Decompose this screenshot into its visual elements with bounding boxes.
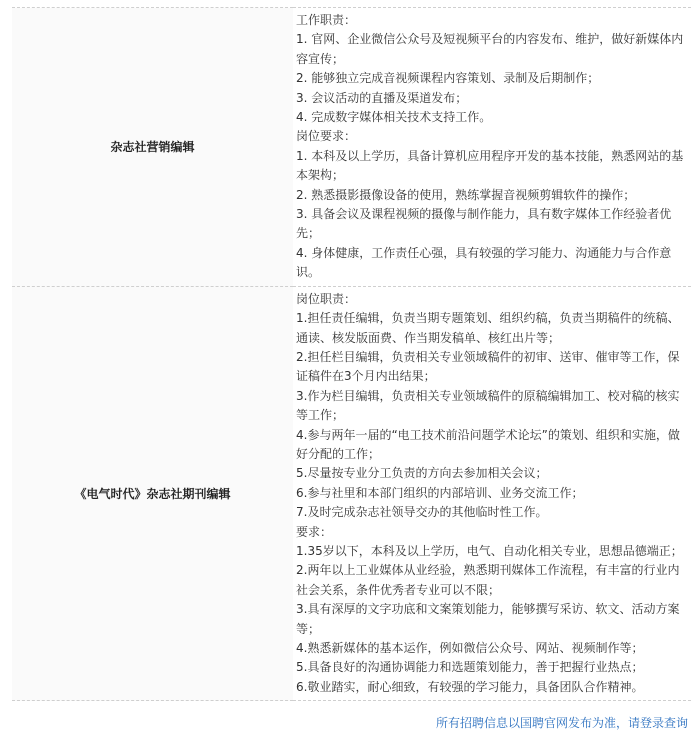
job-table: [12, 7, 691, 701]
description-line: 2. 能够独立完成音视频课程内容策划、录制及后期制作；: [296, 71, 600, 86]
description-line: 2.两年以上工业媒体从业经验，熟悉期刊媒体工作流程，有丰富的行业内社会关系，条件优秀者专业可以不限；: [296, 563, 680, 597]
description-line: 7.及时完成杂志社领导交办的其他临时性工作。: [296, 505, 548, 520]
description-line: 工作职责：: [296, 13, 357, 27]
description-line: 5.具备良好的沟通协调能力和选题策划能力，善于把握行业热点；: [296, 660, 644, 675]
description-line: 2.担任栏目编辑，负责相关专业领域稿件的初审、送审、催审等工作，保证稿件在3个月内出结果；: [296, 349, 680, 384]
description-line: 5.尽量按专业分工负责的方向去参加相关会议；: [296, 466, 548, 481]
table-row: [12, 286, 691, 701]
description-line: 6.参与社里和本部门组织的内部培训、业务交流工作；: [296, 485, 584, 500]
job-description: [293, 8, 691, 287]
description-line: 3.具有深厚的文字功底和文案策划能力，能够撰写采访、软文、活动方案等；: [296, 602, 680, 636]
job-title-periodical-editor: 《电气时代》杂志社期刊编辑: [12, 286, 293, 701]
description-line: 1. 本科及以上学历，具备计算机应用程序开发的基本技能，熟悉网站的基本架构；: [296, 148, 684, 183]
description-line: 3. 会议活动的直播及渠道发布；: [296, 90, 468, 105]
description-line: 1.35岁以下，本科及以上学历，电气、自动化相关专业，思想品德端正；: [296, 543, 683, 558]
recruitment-notice-link[interactable]: 所有招聘信息以国聘官网发布为准，请登录查询: [435, 716, 688, 730]
description-line: 要求：: [296, 524, 333, 539]
description-line: 2. 熟悉摄影摄像设备的使用，熟练掌握音视频剪辑软件的操作；: [296, 187, 636, 202]
description-line: 岗位要求：: [296, 129, 357, 144]
description-line: 1.担任责任编辑，负责当期专题策划、组织约稿，负责当期稿件的统稿、通读、核发版面费、作当期发稿单、核红出片等；: [296, 311, 680, 345]
job-description: [293, 286, 691, 701]
description-line: 4. 完成数字媒体相关技术支持工作。: [296, 110, 492, 125]
description-line: 岗位职责：: [296, 291, 357, 306]
job-title-marketing-editor: 杂志社营销编辑: [12, 8, 293, 287]
description-line: 3.作为栏目编辑，负责相关专业领域稿件的原稿编辑加工、校对稿的核实等工作；: [296, 388, 680, 423]
description-line: 4.熟悉新媒体的基本运作，例如微信公众号、网站、视频制作等；: [296, 641, 644, 655]
description-line: 6.敬业踏实，耐心细致，有较强的学习能力，具备团队合作精神。: [296, 679, 644, 694]
description-line: 4. 身体健康，工作责任心强，具有较强的学习能力、沟通能力与合作意识。: [296, 245, 672, 280]
table-row: [12, 8, 691, 287]
description-line: 4.参与两年一届的“电工技术前沿问题学术论坛”的策划、组织和实施，做好分配的工作；: [296, 427, 680, 461]
description-line: 3. 具备会议及课程视频的摄像与制作能力，具有数字媒体工作经验者优先；: [296, 207, 672, 241]
description-line: 1. 官网、企业微信公众号及短视频平台的内容发布、维护，做好新媒体内容宣传；: [296, 32, 684, 66]
